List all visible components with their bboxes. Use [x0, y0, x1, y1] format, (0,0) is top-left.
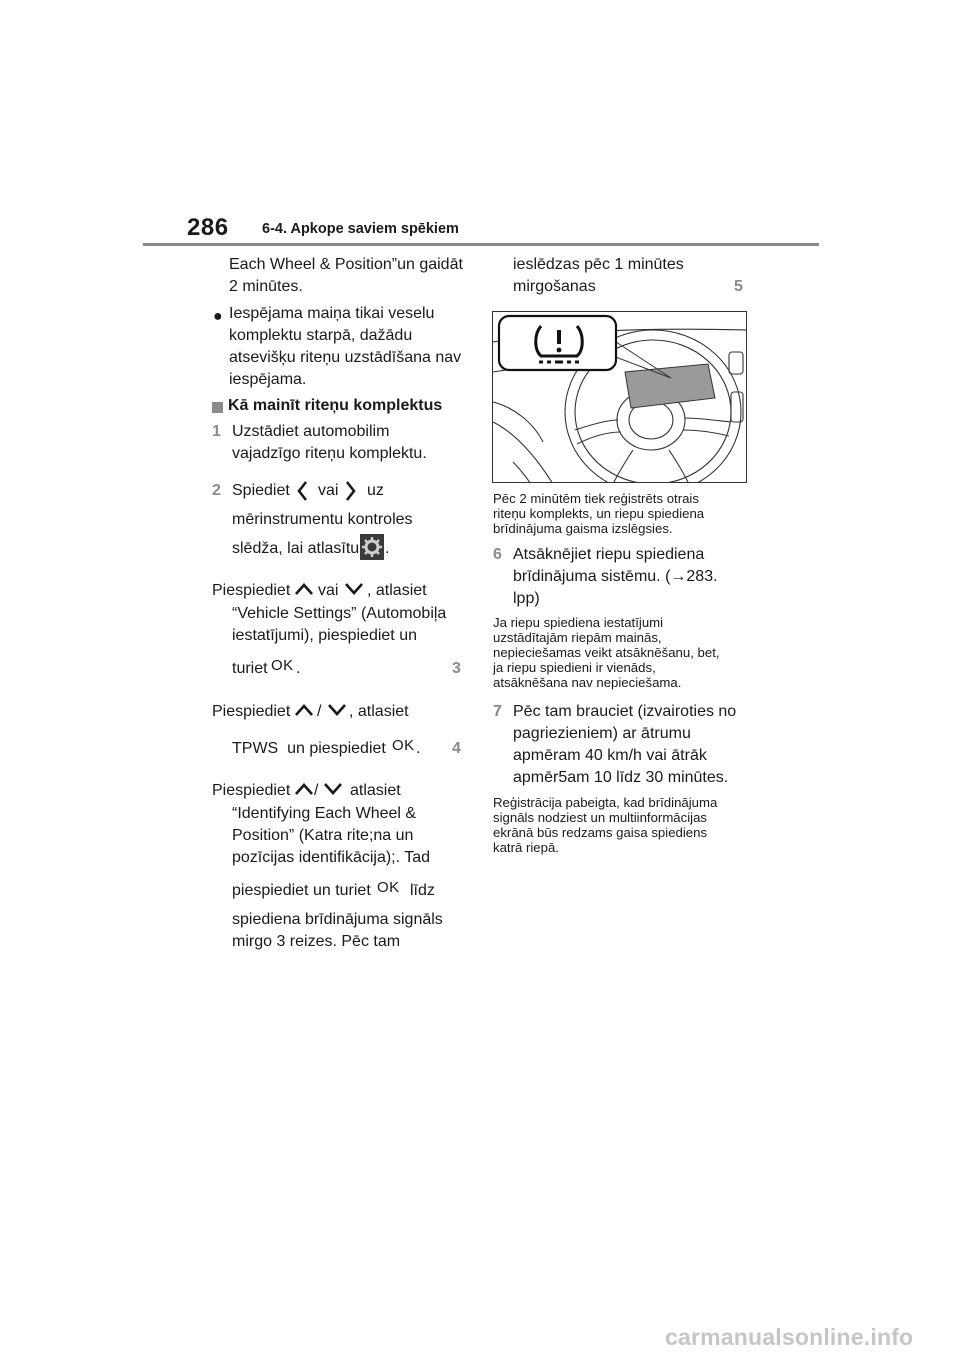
- step-text: Uzstādiet automobilim: [232, 423, 390, 440]
- continuation-line: ieslēdzas pēc 1 minūtes: [513, 256, 684, 273]
- step-text: , atlasiet: [349, 703, 409, 720]
- step-text: “Vehicle Settings” (Automobiļa: [232, 605, 447, 622]
- bullet-line: iespējama.: [229, 371, 307, 388]
- dashboard-illustration: [492, 311, 747, 483]
- step-text: .: [385, 540, 390, 557]
- note-text: ekrānā būs redzams gaisa spiediens: [493, 825, 708, 840]
- step-number: 6: [493, 546, 502, 563]
- chevron-down-icon: [344, 582, 364, 596]
- note-text: nepieciešamas veikt atsāknēšanu, bet,: [493, 645, 720, 660]
- step-text: brīdinājuma sistēmu. (→283.: [513, 568, 718, 585]
- step-text: , atlasiet: [367, 582, 427, 599]
- page-number: 286: [187, 214, 229, 241]
- step-text: Piespiediet: [212, 703, 291, 720]
- ok-button-icon: OK: [271, 657, 294, 674]
- step-text: Piespiediet: [212, 582, 291, 599]
- step-text: pagriezieniem) ar ātrumu: [513, 725, 691, 742]
- step-text: .: [416, 740, 421, 757]
- step-text: mērinstrumentu kontroles: [232, 511, 413, 528]
- step-number: 3: [452, 660, 461, 677]
- step-number: 2: [212, 482, 221, 499]
- step-text: Piespiediet: [212, 782, 291, 799]
- step-text: uz: [367, 482, 384, 499]
- tire-pressure-warning-icon: [531, 322, 587, 364]
- figure-caption: brīdinājuma gaisma izslēgsies.: [493, 521, 673, 536]
- chevron-down-icon: [323, 782, 343, 796]
- section-title: 6-4. Apkope saviem spēkiem: [262, 221, 459, 237]
- step-text: slēdža, lai atlasītu: [232, 540, 360, 557]
- note-text: katrā riepā.: [493, 840, 559, 855]
- subheading: Kā mainīt riteņu komplektus: [228, 397, 443, 414]
- note-text: signāls nodziest un multiinformācijas: [493, 810, 708, 825]
- note-text: atsāknēšana nav nepieciešama.: [493, 675, 682, 690]
- chevron-up-icon: [294, 782, 314, 796]
- step-text: Pēc tam brauciet (izvairoties no: [513, 703, 737, 720]
- bullet-line: atsevišķu riteņu uzstādīšana nav: [229, 349, 462, 366]
- step-number: 4: [452, 740, 461, 757]
- step-text: Spiediet: [232, 482, 290, 499]
- note-text: Reģistrācija pabeigta, kad brīdinājuma: [493, 795, 718, 810]
- chevron-up-icon: [294, 582, 314, 596]
- step-text: apmēr5am 10 līdz 30 minūtes.: [513, 769, 729, 786]
- step-text: iestatījumi), piespiediet un: [232, 627, 417, 644]
- bullet-dot: ●: [213, 308, 223, 325]
- step-number: 7: [493, 703, 502, 720]
- settings-gear-icon: [360, 534, 384, 560]
- continuation-line: mirgošanas: [513, 278, 596, 295]
- step-text: līdz: [410, 882, 435, 899]
- step-number: 5: [734, 278, 743, 295]
- step-text: /: [314, 782, 319, 799]
- step-text: turiet: [232, 660, 268, 677]
- figure-caption: riteņu komplekts, un riepu spiediena: [493, 506, 705, 521]
- chevron-down-icon: [327, 703, 347, 717]
- ok-button-icon: OK: [392, 737, 415, 754]
- step-text: vai: [318, 582, 339, 599]
- chevron-up-icon: [294, 703, 314, 717]
- step-text: .: [296, 660, 301, 677]
- bullet-line: komplektu starpā, dažādu: [229, 327, 413, 344]
- chevron-left-icon: [296, 480, 308, 502]
- note-text: Ja riepu spiediena iestatījumi: [493, 615, 664, 630]
- step-text: TPWS un piespiediet: [232, 740, 386, 757]
- step-number: 1: [212, 423, 221, 440]
- step-text: atlasiet: [350, 782, 401, 799]
- continuation-line: Each Wheel & Position”un gaidāt: [229, 256, 463, 273]
- chevron-right-icon: [345, 480, 357, 502]
- step-text: /: [317, 703, 322, 720]
- step-text: Position” (Katra rite;na un: [232, 827, 414, 844]
- note-text: ja riepu spiedieni ir vienāds,: [493, 660, 656, 675]
- header-rule: [143, 243, 819, 246]
- bullet-line: Iespējama maiņa tikai veselu: [229, 305, 435, 322]
- step-text: piespiediet un turiet: [232, 882, 371, 899]
- step-text: vajadzīgo riteņu komplektu.: [232, 445, 427, 462]
- step-text: Atsāknējiet riepu spiediena: [513, 546, 705, 563]
- note-text: uzstādītajām riepām mainās,: [493, 630, 662, 645]
- figure-caption: Pēc 2 minūtēm tiek reģistrēts otrais: [493, 491, 699, 506]
- step-text: pozīcijas identifikācija);. Tad: [232, 849, 431, 866]
- continuation-line: 2 minūtes.: [229, 278, 303, 295]
- step-text: spiediena brīdinājuma signāls: [232, 911, 443, 928]
- step-text: apmēram 40 km/h vai ātrāk: [513, 747, 707, 764]
- step-text: mirgo 3 reizes. Pēc tam: [232, 933, 401, 950]
- step-text: lpp): [513, 590, 540, 607]
- step-text: vai: [318, 482, 339, 499]
- step-text: “Identifying Each Wheel &: [232, 805, 417, 822]
- watermark: carmanualsonline.info: [665, 1324, 914, 1350]
- ok-button-icon: OK: [377, 879, 400, 896]
- subheading-square-icon: [212, 402, 223, 413]
